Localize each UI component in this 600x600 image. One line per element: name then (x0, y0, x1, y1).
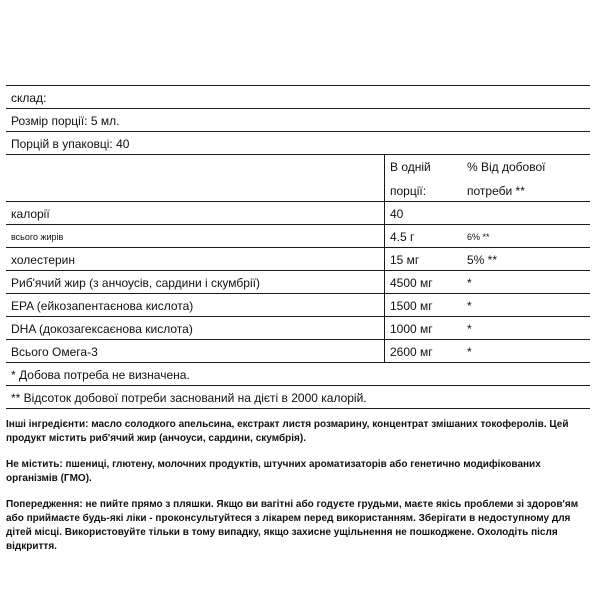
nutrient-amount: 2600 мг (390, 345, 433, 359)
column-divider (384, 155, 385, 201)
column-divider (384, 294, 385, 316)
serving-size: Розмір порції: 5 мл. (11, 114, 120, 128)
nutrient-daily-value: 5% ** (467, 253, 498, 267)
nutrient-amount: 1000 мг (390, 322, 433, 336)
nutrient-amount: 1500 мг (390, 299, 433, 313)
nutrient-name: калорії (11, 207, 50, 221)
nutrient-row (6, 340, 590, 363)
warning-text: Попередження: не пийте прямо з пляшки. Якщо ви вагітні або годуєте грудьми, маєте якісь проблеми зі здоров'ям або приймаєте будь-які ліки - проконсультуйтеся з лікарем перед використанням. Зберігати в недоступному для дітей місці. Використовуйте тільки в тому випадку, якщо захисне ущільнення не пошкоджене. Охолодіть після відкриття. (6, 499, 579, 552)
column-divider (384, 225, 385, 247)
table-header-row (6, 155, 590, 202)
daily-value-header-line1: % Від добової (467, 160, 546, 174)
product-notes (6, 418, 590, 554)
nutrient-name: Всього Омега-3 (11, 345, 98, 359)
nutrient-row (6, 225, 590, 248)
nutrient-amount: 40 (390, 207, 404, 221)
nutrient-daily-value: * (467, 322, 472, 336)
nutrient-row (6, 202, 590, 225)
servings-per-container-row (6, 132, 590, 155)
servings-per-container: Порцій в упаковці: 40 (11, 137, 130, 151)
nutrient-row (6, 294, 590, 317)
nutrient-row (6, 317, 590, 340)
footnote-row (6, 363, 590, 386)
serving-size-row (6, 109, 590, 132)
column-divider (384, 202, 385, 224)
nutrient-name: EPA (ейкозапентаєнова кислота) (11, 299, 194, 313)
nutrient-daily-value: * (467, 345, 472, 359)
nutrient-daily-value: 6% ** (467, 232, 490, 242)
free-from-text: Не містить: пшениці, глютену, молочних продуктів, штучних ароматизаторів або генетично модифікованих організмів (ГМО). (6, 459, 541, 484)
per-serving-header-line1: В одній (390, 160, 431, 174)
column-divider (384, 317, 385, 339)
composition-row (6, 86, 590, 109)
footnote-daily-value-basis: ** Відсоток добової потреби заснований на дієті в 2000 калорій. (11, 391, 367, 405)
nutrient-amount: 4500 мг (390, 276, 433, 290)
nutrient-amount: 15 мг (390, 253, 420, 267)
nutrient-row (6, 271, 590, 294)
nutrient-name: DHA (докозагексаєнова кислота) (11, 322, 193, 336)
per-serving-header-line2: порції: (390, 184, 427, 198)
nutrient-daily-value: * (467, 276, 472, 290)
column-divider (384, 248, 385, 270)
nutrient-name: холестерин (11, 253, 75, 267)
nutrient-name: Риб'ячий жир (з анчоусів, сардини і скумбрії) (11, 276, 260, 290)
column-divider (384, 271, 385, 293)
nutrient-row (6, 248, 590, 271)
footnote-not-established: * Добова потреба не визначена. (11, 368, 190, 382)
nutrient-daily-value: * (467, 299, 472, 313)
composition-heading: склад: (11, 91, 47, 105)
nutrient-amount: 4.5 г (390, 230, 415, 244)
nutrient-name: всього жирів (11, 232, 64, 242)
daily-value-header (467, 155, 545, 203)
daily-value-header-line2: потреби ** (467, 184, 525, 198)
per-serving-header (390, 155, 431, 203)
supplement-facts-table (6, 85, 590, 409)
column-divider (384, 340, 385, 362)
other-ingredients-text: Інші інгредієнти: масло солодкого апельсина, екстракт листя розмарину, концентрат змішаних токоферолів. Цей продукт містить риб'ячий жир (анчоуси, сардини, скумбрія). (6, 419, 569, 444)
footnote-row (6, 386, 590, 409)
